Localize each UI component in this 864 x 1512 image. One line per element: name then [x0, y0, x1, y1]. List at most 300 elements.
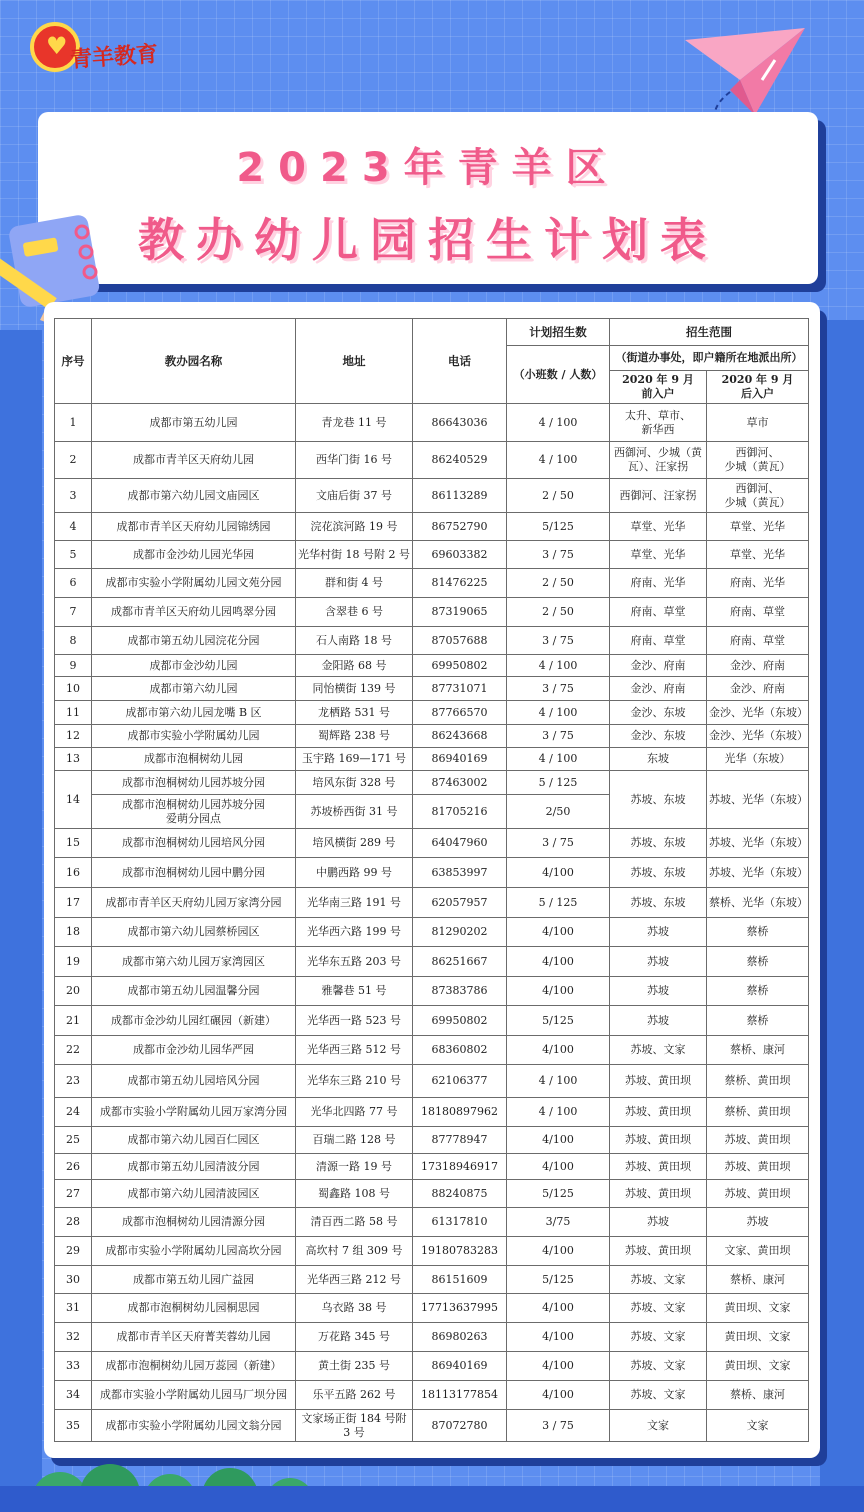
table-row [55, 1381, 809, 1410]
table-row [55, 655, 809, 677]
cell-name: 成都市金沙幼儿园光华园 [92, 541, 296, 569]
cell-name: 成都市金沙幼儿园华严园 [92, 1036, 296, 1065]
cell-before: 苏坡、东坡 [610, 858, 707, 888]
cell-no: 22 [55, 1036, 92, 1065]
table-row [55, 627, 809, 655]
cell-before: 苏坡、文家 [610, 1323, 707, 1352]
cell-plan: 4/100 [507, 1036, 610, 1065]
cell-after: 府南、光华 [707, 569, 809, 598]
cell-after: 西御河、 少城（黄瓦） [707, 479, 809, 513]
cell-after: 蔡桥 [707, 1006, 809, 1036]
cell-address: 光华村街 18 号附 2 号 [296, 541, 413, 569]
cell-name: 成都市青羊区天府幼儿园鸣翠分园 [92, 598, 296, 627]
cell-name: 成都市第五幼儿园培风分园 [92, 1065, 296, 1098]
cell-name: 成都市实验小学附属幼儿园万家湾分园 [92, 1098, 296, 1127]
cell-before: 苏坡、东坡 [610, 771, 707, 829]
cell-name: 成都市第六幼儿园百仁园区 [92, 1127, 296, 1154]
cell-after: 草市 [707, 404, 809, 442]
header-no: 序号 [55, 319, 92, 404]
cell-phone: 69950802 [413, 655, 507, 677]
cell-address: 龙栖路 531 号 [296, 701, 413, 725]
cell-after: 蔡桥、光华（东坡） [707, 888, 809, 918]
cell-phone: 17318946917 [413, 1154, 507, 1180]
cell-no: 8 [55, 627, 92, 655]
cell-plan: 4/100 [507, 977, 610, 1006]
cell-before: 苏坡 [610, 1006, 707, 1036]
cell-name: 成都市第六幼儿园 [92, 677, 296, 701]
title-year-district: 2023年青羊区 [236, 145, 620, 191]
cell-plan: 4/100 [507, 1127, 610, 1154]
table-row [55, 513, 809, 541]
cell-before: 苏坡、黄田坝 [610, 1065, 707, 1098]
cell-name: 成都市泡桐树幼儿园清源分园 [92, 1208, 296, 1237]
cell-phone: 86643036 [413, 404, 507, 442]
cell-after: 金沙、光华（东坡） [707, 725, 809, 748]
cell-address: 蜀鑫路 108 号 [296, 1180, 413, 1208]
cell-phone: 19180783283 [413, 1237, 507, 1266]
cell-plan: 5/125 [507, 1180, 610, 1208]
cell-after: 光华（东坡） [707, 748, 809, 771]
cell-name: 成都市青羊区天府幼儿园 [92, 442, 296, 479]
cell-before: 苏坡、黄田坝 [610, 1154, 707, 1180]
cell-phone: 86251667 [413, 947, 507, 977]
cell-no: 13 [55, 748, 92, 771]
cell-no: 24 [55, 1098, 92, 1127]
table-row [55, 1266, 809, 1294]
cell-plan: 3 / 75 [507, 627, 610, 655]
header-before-2020: 2020 年 9 月 前入户 [610, 371, 707, 404]
cell-before: 苏坡 [610, 918, 707, 947]
cell-address: 乐平五路 262 号 [296, 1381, 413, 1410]
cell-plan: 4/100 [507, 1154, 610, 1180]
cell-plan: 4 / 100 [507, 1098, 610, 1127]
cell-after: 草堂、光华 [707, 513, 809, 541]
cell-address: 培风横街 289 号 [296, 829, 413, 858]
cell-no: 14 [55, 771, 92, 829]
cell-address: 中鹏西路 99 号 [296, 858, 413, 888]
cell-before: 苏坡、文家 [610, 1036, 707, 1065]
header-scope: 招生范围 [610, 319, 809, 346]
cell-name: 成都市第五幼儿园清波分园 [92, 1154, 296, 1180]
cell-plan: 5/125 [507, 1266, 610, 1294]
table-row [55, 888, 809, 918]
cell-before: 草堂、光华 [610, 513, 707, 541]
cell-no: 20 [55, 977, 92, 1006]
cell-phone: 86151609 [413, 1266, 507, 1294]
cell-address: 万花路 345 号 [296, 1323, 413, 1352]
table-row [55, 569, 809, 598]
cell-phone: 86940169 [413, 1352, 507, 1381]
cell-address: 文家场正街 184 号附 3 号 [296, 1410, 413, 1442]
cell-name: 成都市实验小学附属幼儿园 [92, 725, 296, 748]
cell-address: 文庙后街 37 号 [296, 479, 413, 513]
cell-plan: 4/100 [507, 1237, 610, 1266]
cell-no: 10 [55, 677, 92, 701]
cell-address: 青龙巷 11 号 [296, 404, 413, 442]
cell-address: 苏坡桥西街 31 号 [296, 795, 413, 829]
cell-no: 29 [55, 1237, 92, 1266]
cell-before: 苏坡、文家 [610, 1294, 707, 1323]
cell-phone: 86980263 [413, 1323, 507, 1352]
cell-address: 玉宇路 169—171 号 [296, 748, 413, 771]
cell-before: 金沙、东坡 [610, 701, 707, 725]
cell-no: 21 [55, 1006, 92, 1036]
table-row [55, 1208, 809, 1237]
cell-plan: 4/100 [507, 1323, 610, 1352]
cell-after: 苏坡、黄田坝 [707, 1180, 809, 1208]
cell-phone: 87057688 [413, 627, 507, 655]
cell-phone: 68360802 [413, 1036, 507, 1065]
cell-plan: 3 / 75 [507, 677, 610, 701]
table-row [55, 918, 809, 947]
header-plan: 计划招生数 [507, 319, 610, 346]
cell-before: 金沙、府南 [610, 655, 707, 677]
cell-before: 文家 [610, 1410, 707, 1442]
cell-address: 光华东三路 210 号 [296, 1065, 413, 1098]
background-band-left [0, 330, 42, 1512]
cell-no: 7 [55, 598, 92, 627]
table-row [55, 701, 809, 725]
cell-no: 35 [55, 1410, 92, 1442]
cell-phone: 18113177854 [413, 1381, 507, 1410]
header-phone: 电话 [413, 319, 507, 404]
cell-name: 成都市第六幼儿园万家湾园区 [92, 947, 296, 977]
table-row [55, 404, 809, 442]
cell-before: 苏坡、黄田坝 [610, 1180, 707, 1208]
table-row [55, 1065, 809, 1098]
table-row [55, 1036, 809, 1065]
table-row [55, 479, 809, 513]
cell-name: 成都市泡桐树幼儿园苏坡分园 爱萌分园点 [92, 795, 296, 829]
cell-plan: 4/100 [507, 1294, 610, 1323]
cell-name: 成都市青羊区天府幼儿园锦绣园 [92, 513, 296, 541]
cell-before: 苏坡、文家 [610, 1266, 707, 1294]
cell-phone: 87072780 [413, 1410, 507, 1442]
cell-name: 成都市泡桐树幼儿园中鹏分园 [92, 858, 296, 888]
brand-logo [26, 18, 176, 90]
cell-address: 光华北四路 77 号 [296, 1098, 413, 1127]
cell-after: 苏坡、光华（东坡） [707, 829, 809, 858]
cell-plan: 2 / 50 [507, 479, 610, 513]
cell-no: 28 [55, 1208, 92, 1237]
cell-plan: 5 / 125 [507, 771, 610, 795]
table-row [55, 1180, 809, 1208]
cell-phone: 87766570 [413, 701, 507, 725]
cell-name: 成都市第六幼儿园文庙园区 [92, 479, 296, 513]
table-row [55, 771, 809, 795]
cell-address: 光华西六路 199 号 [296, 918, 413, 947]
table-row [55, 598, 809, 627]
cell-no: 3 [55, 479, 92, 513]
table-row [55, 1127, 809, 1154]
cell-plan: 4 / 100 [507, 442, 610, 479]
cell-before: 苏坡 [610, 947, 707, 977]
cell-name: 成都市金沙幼儿园 [92, 655, 296, 677]
cell-name: 成都市泡桐树幼儿园 [92, 748, 296, 771]
cell-plan: 4 / 100 [507, 701, 610, 725]
cell-before: 西御河、少城（黄 瓦）、汪家拐 [610, 442, 707, 479]
cell-after: 文家 [707, 1410, 809, 1442]
cell-no: 2 [55, 442, 92, 479]
cell-no: 16 [55, 858, 92, 888]
cell-after: 蔡桥、康河 [707, 1036, 809, 1065]
cell-phone: 87463002 [413, 771, 507, 795]
header-address: 地址 [296, 319, 413, 404]
cell-name: 成都市泡桐树幼儿园桐思园 [92, 1294, 296, 1323]
cell-phone: 86243668 [413, 725, 507, 748]
cell-name: 成都市第六幼儿园清波园区 [92, 1180, 296, 1208]
cell-phone: 62106377 [413, 1065, 507, 1098]
cell-address: 清百西二路 58 号 [296, 1208, 413, 1237]
cell-address: 高坎村 7 组 309 号 [296, 1237, 413, 1266]
cell-after: 西御河、 少城（黄瓦） [707, 442, 809, 479]
cell-before: 府南、光华 [610, 569, 707, 598]
cell-plan: 4 / 100 [507, 748, 610, 771]
cell-before: 东坡 [610, 748, 707, 771]
cell-no: 34 [55, 1381, 92, 1410]
cell-name: 成都市第五幼儿园温馨分园 [92, 977, 296, 1006]
header-scope-sub: （街道办事处，即户籍所在地派出所） [610, 346, 809, 371]
cell-no: 12 [55, 725, 92, 748]
bottom-bar [0, 1486, 864, 1512]
cell-address: 光华西三路 512 号 [296, 1036, 413, 1065]
cell-name: 成都市泡桐树幼儿园培风分园 [92, 829, 296, 858]
cell-name: 成都市第六幼儿园蔡桥园区 [92, 918, 296, 947]
table-row [55, 858, 809, 888]
cell-no: 15 [55, 829, 92, 858]
cell-plan: 5/125 [507, 1006, 610, 1036]
cell-plan: 3/75 [507, 1208, 610, 1237]
cell-phone: 61317810 [413, 1208, 507, 1237]
cell-address: 雅馨巷 51 号 [296, 977, 413, 1006]
table-row [55, 677, 809, 701]
table-row [55, 1294, 809, 1323]
enrollment-table [54, 318, 809, 1442]
cell-no: 25 [55, 1127, 92, 1154]
cell-before: 苏坡 [610, 977, 707, 1006]
cell-plan: 4 / 100 [507, 655, 610, 677]
cell-phone: 18180897962 [413, 1098, 507, 1127]
cell-plan: 4/100 [507, 947, 610, 977]
table-row [55, 1323, 809, 1352]
cell-no: 32 [55, 1323, 92, 1352]
table-row [55, 1237, 809, 1266]
cell-after: 黄田坝、文家 [707, 1323, 809, 1352]
table-row [55, 442, 809, 479]
cell-after: 府南、草堂 [707, 598, 809, 627]
cell-plan: 4 / 100 [507, 404, 610, 442]
cell-phone: 69603382 [413, 541, 507, 569]
cell-no: 6 [55, 569, 92, 598]
cell-no: 5 [55, 541, 92, 569]
cell-name: 成都市泡桐树幼儿园苏坡分园 [92, 771, 296, 795]
cell-no: 23 [55, 1065, 92, 1098]
cell-before: 金沙、府南 [610, 677, 707, 701]
cell-name: 成都市实验小学附属幼儿园马厂坝分园 [92, 1381, 296, 1410]
logo-text: 青羊教育 [69, 40, 159, 74]
header-name: 教办园名称 [92, 319, 296, 404]
title-main: 教办幼儿园招生计划表 [138, 213, 718, 267]
table-row [55, 1410, 809, 1442]
table-row [55, 725, 809, 748]
cell-phone: 86113289 [413, 479, 507, 513]
cell-plan: 3 / 75 [507, 541, 610, 569]
cell-before: 府南、草堂 [610, 627, 707, 655]
cell-no: 27 [55, 1180, 92, 1208]
cell-address: 石人南路 18 号 [296, 627, 413, 655]
cell-before: 苏坡、文家 [610, 1352, 707, 1381]
cell-plan: 3 / 75 [507, 1410, 610, 1442]
cell-before: 苏坡 [610, 1208, 707, 1237]
cell-no: 1 [55, 404, 92, 442]
cell-plan: 3 / 75 [507, 725, 610, 748]
cell-no: 19 [55, 947, 92, 977]
cell-after: 苏坡、黄田坝 [707, 1127, 809, 1154]
cell-plan: 4/100 [507, 1381, 610, 1410]
cell-before: 草堂、光华 [610, 541, 707, 569]
cell-phone: 64047960 [413, 829, 507, 858]
cell-name: 成都市青羊区天府幼儿园万家湾分园 [92, 888, 296, 918]
title-card [38, 112, 818, 284]
cell-after: 蔡桥、黄田坝 [707, 1098, 809, 1127]
cell-name: 成都市青羊区天府菁芙蓉幼儿园 [92, 1323, 296, 1352]
cell-after: 蔡桥 [707, 977, 809, 1006]
cell-after: 蔡桥 [707, 947, 809, 977]
header-plan-sub: （小班数 / 人数） [507, 346, 610, 404]
cell-no: 26 [55, 1154, 92, 1180]
cell-name: 成都市第六幼儿园龙嘴 B 区 [92, 701, 296, 725]
cell-name: 成都市泡桐树幼儿园万蕊园（新建） [92, 1352, 296, 1381]
cell-before: 太升、草市、 新华西 [610, 404, 707, 442]
cell-plan: 2 / 50 [507, 569, 610, 598]
cell-address: 培风东街 328 号 [296, 771, 413, 795]
cell-name: 成都市实验小学附属幼儿园文苑分园 [92, 569, 296, 598]
background-band-right [820, 320, 864, 1512]
cell-no: 11 [55, 701, 92, 725]
cell-name: 成都市第五幼儿园浣花分园 [92, 627, 296, 655]
cell-after: 黄田坝、文家 [707, 1294, 809, 1323]
cell-after: 蔡桥、康河 [707, 1381, 809, 1410]
cell-plan: 3 / 75 [507, 829, 610, 858]
cell-before: 苏坡、东坡 [610, 829, 707, 858]
cell-name: 成都市实验小学附属幼儿园高坎分园 [92, 1237, 296, 1266]
table-row [55, 748, 809, 771]
table-row [55, 1006, 809, 1036]
cell-after: 金沙、府南 [707, 677, 809, 701]
cell-before: 西御河、汪家拐 [610, 479, 707, 513]
cell-phone: 86240529 [413, 442, 507, 479]
cell-after: 蔡桥、康河 [707, 1266, 809, 1294]
cell-address: 乌衣路 38 号 [296, 1294, 413, 1323]
cell-no: 18 [55, 918, 92, 947]
cell-after: 蔡桥、黄田坝 [707, 1065, 809, 1098]
cell-name: 成都市金沙幼儿园红碾园（新建） [92, 1006, 296, 1036]
cell-plan: 4 / 100 [507, 1065, 610, 1098]
cell-phone: 63853997 [413, 858, 507, 888]
table-row [55, 977, 809, 1006]
cell-after: 苏坡、黄田坝 [707, 1154, 809, 1180]
cell-after: 金沙、光华（东坡） [707, 701, 809, 725]
cell-no: 33 [55, 1352, 92, 1381]
cell-phone: 81476225 [413, 569, 507, 598]
cell-phone: 81705216 [413, 795, 507, 829]
table-row [55, 541, 809, 569]
cell-no: 30 [55, 1266, 92, 1294]
cell-name: 成都市第五幼儿园广益园 [92, 1266, 296, 1294]
table-row [55, 829, 809, 858]
cell-after: 蔡桥 [707, 918, 809, 947]
cell-after: 文家、黄田坝 [707, 1237, 809, 1266]
cell-address: 光华东五路 203 号 [296, 947, 413, 977]
cell-before: 苏坡、黄田坝 [610, 1098, 707, 1127]
cell-address: 光华西一路 523 号 [296, 1006, 413, 1036]
cell-no: 31 [55, 1294, 92, 1323]
cell-phone: 69950802 [413, 1006, 507, 1036]
cell-phone: 86940169 [413, 748, 507, 771]
cell-plan: 4/100 [507, 1352, 610, 1381]
header-after-2020: 2020 年 9 月 后入户 [707, 371, 809, 404]
cell-after: 黄田坝、文家 [707, 1352, 809, 1381]
cell-plan: 2 / 50 [507, 598, 610, 627]
cell-plan: 4/100 [507, 858, 610, 888]
cell-address: 群和街 4 号 [296, 569, 413, 598]
cell-before: 苏坡、黄田坝 [610, 1127, 707, 1154]
cell-phone: 87731071 [413, 677, 507, 701]
cell-after: 苏坡、光华（东坡） [707, 858, 809, 888]
cell-plan: 2/50 [507, 795, 610, 829]
cell-no: 17 [55, 888, 92, 918]
cell-address: 浣花滨河路 19 号 [296, 513, 413, 541]
cell-address: 光华南三路 191 号 [296, 888, 413, 918]
cell-plan: 4/100 [507, 918, 610, 947]
cell-address: 同怡横街 139 号 [296, 677, 413, 701]
cell-after: 苏坡 [707, 1208, 809, 1237]
cell-no: 9 [55, 655, 92, 677]
cell-address: 黄土街 235 号 [296, 1352, 413, 1381]
cell-phone: 88240875 [413, 1180, 507, 1208]
cell-before: 苏坡、黄田坝 [610, 1237, 707, 1266]
cell-address: 蜀辉路 238 号 [296, 725, 413, 748]
cell-address: 光华西三路 212 号 [296, 1266, 413, 1294]
cell-phone: 17713637995 [413, 1294, 507, 1323]
cell-before: 苏坡、东坡 [610, 888, 707, 918]
cell-address: 西华门街 16 号 [296, 442, 413, 479]
cell-phone: 81290202 [413, 918, 507, 947]
cell-address: 含翠巷 6 号 [296, 598, 413, 627]
cell-plan: 5 / 125 [507, 888, 610, 918]
cell-phone: 87319065 [413, 598, 507, 627]
table-row [55, 947, 809, 977]
cell-phone: 62057957 [413, 888, 507, 918]
cell-before: 金沙、东坡 [610, 725, 707, 748]
cell-address: 清源一路 19 号 [296, 1154, 413, 1180]
cell-after: 府南、草堂 [707, 627, 809, 655]
cell-phone: 87383786 [413, 977, 507, 1006]
cell-after: 草堂、光华 [707, 541, 809, 569]
cell-before: 苏坡、文家 [610, 1381, 707, 1410]
cell-after: 金沙、府南 [707, 655, 809, 677]
cell-name: 成都市实验小学附属幼儿园文翁分园 [92, 1410, 296, 1442]
table-row [55, 1154, 809, 1180]
cell-phone: 87778947 [413, 1127, 507, 1154]
cell-no: 4 [55, 513, 92, 541]
table-row [55, 1098, 809, 1127]
cell-phone: 86752790 [413, 513, 507, 541]
cell-address: 金阳路 68 号 [296, 655, 413, 677]
cell-before: 府南、草堂 [610, 598, 707, 627]
table-row [55, 1352, 809, 1381]
cell-plan: 5/125 [507, 513, 610, 541]
